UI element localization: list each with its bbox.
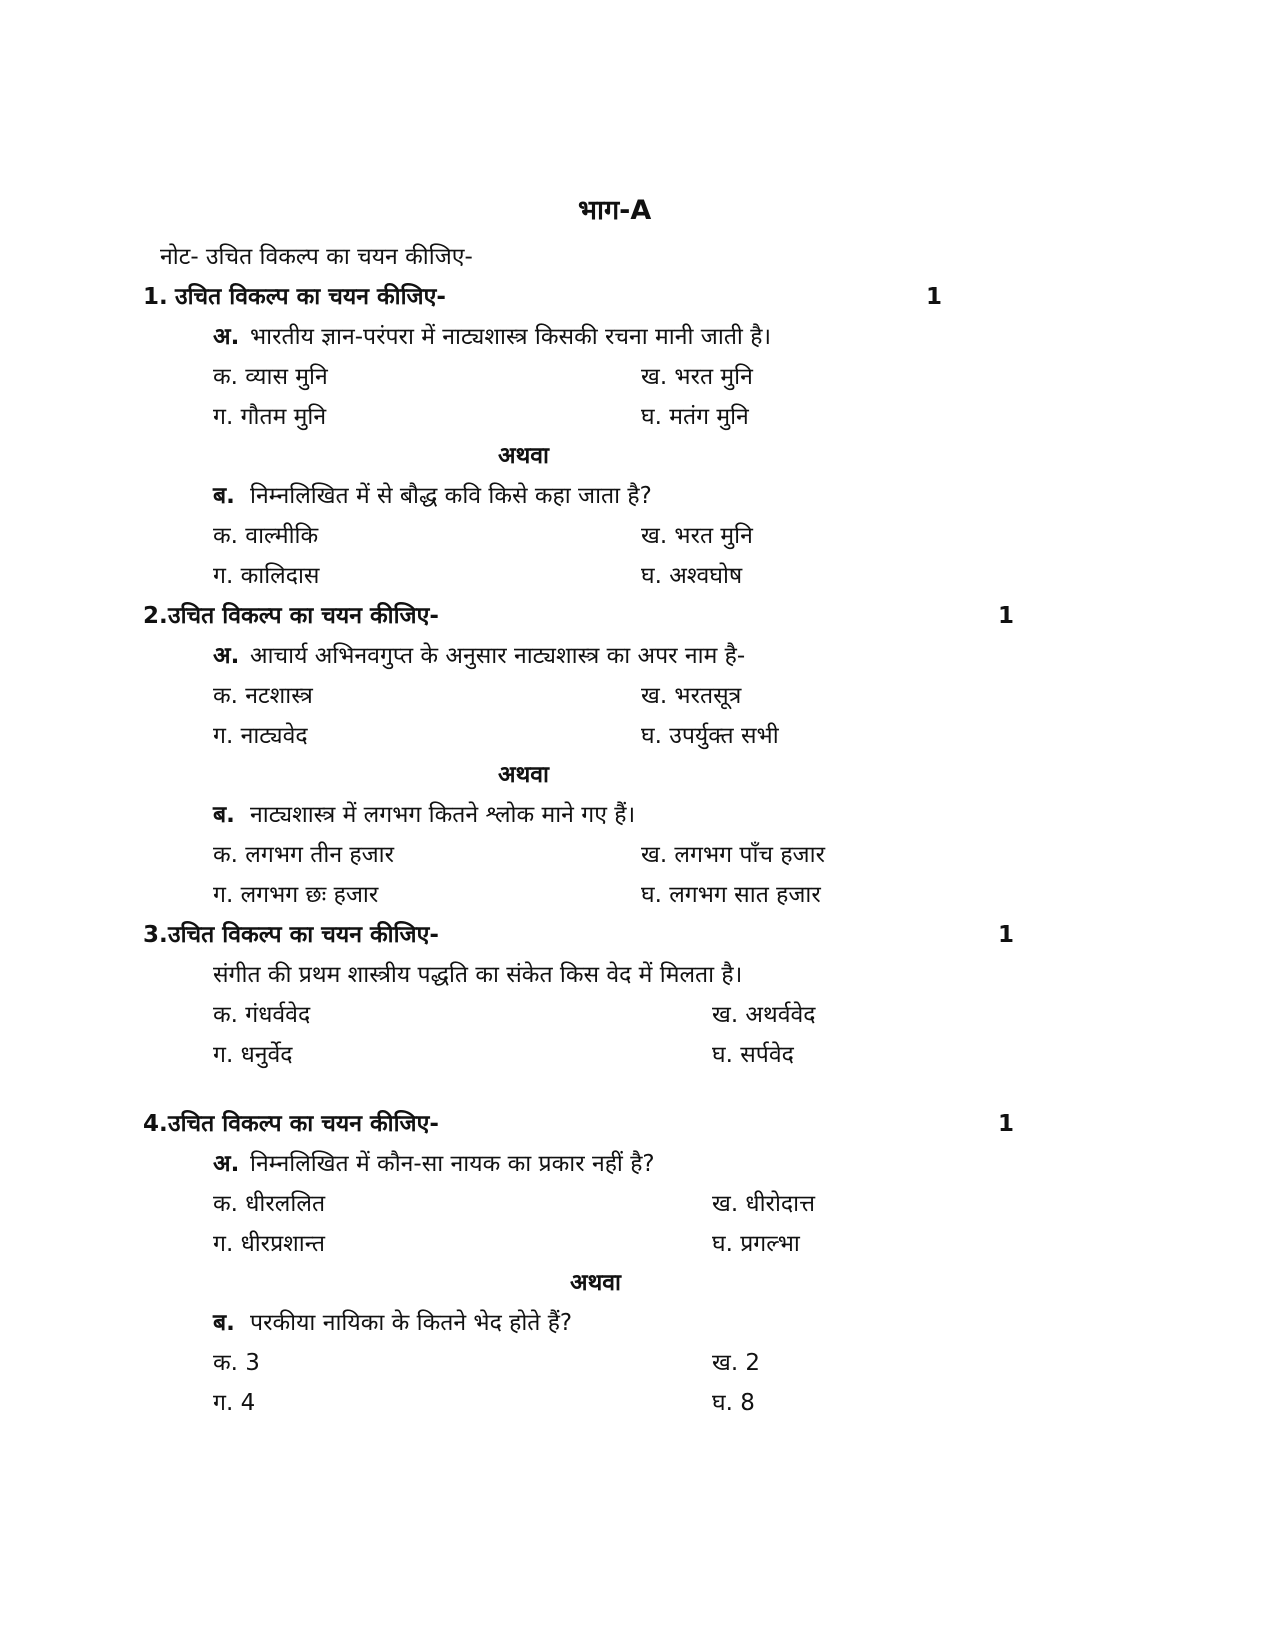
q1-marks: 1 xyxy=(926,284,943,310)
q4-b-option-1: क. 3 xyxy=(213,1350,260,1376)
q1-b-marker: ब. xyxy=(213,483,235,509)
q2-a-option-3: ग. नाट्यवेद xyxy=(213,723,308,749)
q3-option-1: क. गंधर्ववेद xyxy=(213,1002,311,1028)
q4-heading: उचित विकल्प का चयन कीजिए- xyxy=(168,1111,439,1137)
q3-number: 3. xyxy=(143,922,168,948)
q1-b-option-3: ग. कालिदास xyxy=(213,563,320,589)
q4-number: 4. xyxy=(143,1111,168,1137)
q2-b-option-2: ख. लगभग पाँच हजार xyxy=(641,842,825,868)
q2-a-marker: अ. xyxy=(213,643,240,669)
q2-b-option-3: ग. लगभग छः हजार xyxy=(213,882,379,908)
q2-marks: 1 xyxy=(998,603,1015,629)
q3-option-4: घ. सर्पवेद xyxy=(712,1042,794,1068)
q1-b-option-4: घ. अश्वघोष xyxy=(641,563,743,589)
q3-text: संगीत की प्रथम शास्त्रीय पद्धति का संकेत किस वेद में मिलता है। xyxy=(213,962,743,988)
q1-b-option-2: ख. भरत मुनि xyxy=(641,523,753,549)
q2-b-option-1: क. लगभग तीन हजार xyxy=(213,842,395,868)
q2-a-option-4: घ. उपर्युक्त सभी xyxy=(641,723,779,749)
q1-heading: उचित विकल्प का चयन कीजिए- xyxy=(175,284,446,310)
section-title: भाग-A xyxy=(578,195,652,226)
q2-number: 2. xyxy=(143,603,168,629)
q4-marks: 1 xyxy=(998,1111,1015,1137)
q4-b-option-2: ख. 2 xyxy=(712,1350,761,1376)
q2-b-marker: ब. xyxy=(213,802,235,828)
q2-heading: उचित विकल्प का चयन कीजिए- xyxy=(168,603,439,629)
q4-a-option-1: क. धीरललित xyxy=(213,1191,326,1217)
instruction-note: नोट- उचित विकल्प का चयन कीजिए- xyxy=(160,244,473,270)
q4-a-text: निम्नलिखित में कौन-सा नायक का प्रकार नहीं है? xyxy=(250,1151,655,1177)
q3-option-2: ख. अथर्ववेद xyxy=(712,1002,816,1028)
q4-or-label: अथवा xyxy=(570,1270,622,1296)
q1-or-label: अथवा xyxy=(498,443,550,469)
q1-a-text: भारतीय ज्ञान-परंपरा में नाट्यशास्त्र किसकी रचना मानी जाती है। xyxy=(250,324,772,350)
q1-a-option-2: ख. भरत मुनि xyxy=(641,364,753,390)
q4-a-option-4: घ. प्रगल्भा xyxy=(712,1231,800,1257)
q4-b-text: परकीया नायिका के कितने भेद होते हैं? xyxy=(250,1310,573,1336)
q2-or-label: अथवा xyxy=(498,762,550,788)
q4-a-option-2: ख. धीरोदात्त xyxy=(712,1191,815,1217)
q4-b-option-4: घ. 8 xyxy=(712,1390,755,1416)
q3-heading: उचित विकल्प का चयन कीजिए- xyxy=(168,922,439,948)
q4-b-option-3: ग. 4 xyxy=(213,1390,256,1416)
q2-a-text: आचार्य अभिनवगुप्त के अनुसार नाट्यशास्त्र का अपर नाम है- xyxy=(250,643,746,669)
q2-a-option-2: ख. भरतसूत्र xyxy=(641,683,742,709)
q2-a-option-1: क. नटशास्त्र xyxy=(213,683,313,709)
q2-b-text: नाट्यशास्त्र में लगभग कितने श्लोक माने गए हैं। xyxy=(250,802,636,828)
q1-number: 1. xyxy=(143,284,168,310)
q4-a-marker: अ. xyxy=(213,1151,240,1177)
q1-a-option-1: क. व्यास मुनि xyxy=(213,364,328,390)
q1-b-text: निम्नलिखित में से बौद्ध कवि किसे कहा जाता है? xyxy=(250,483,652,509)
q1-a-marker: अ. xyxy=(213,324,240,350)
q4-b-marker: ब. xyxy=(213,1310,235,1336)
q1-a-option-3: ग. गौतम मुनि xyxy=(213,404,327,430)
q2-b-option-4: घ. लगभग सात हजार xyxy=(641,882,821,908)
q3-option-3: ग. धनुर्वेद xyxy=(213,1042,293,1068)
q3-marks: 1 xyxy=(998,922,1015,948)
q4-a-option-3: ग. धीरप्रशान्त xyxy=(213,1231,325,1257)
q1-a-option-4: घ. मतंग मुनि xyxy=(641,404,749,430)
q1-b-option-1: क. वाल्मीकि xyxy=(213,523,319,549)
